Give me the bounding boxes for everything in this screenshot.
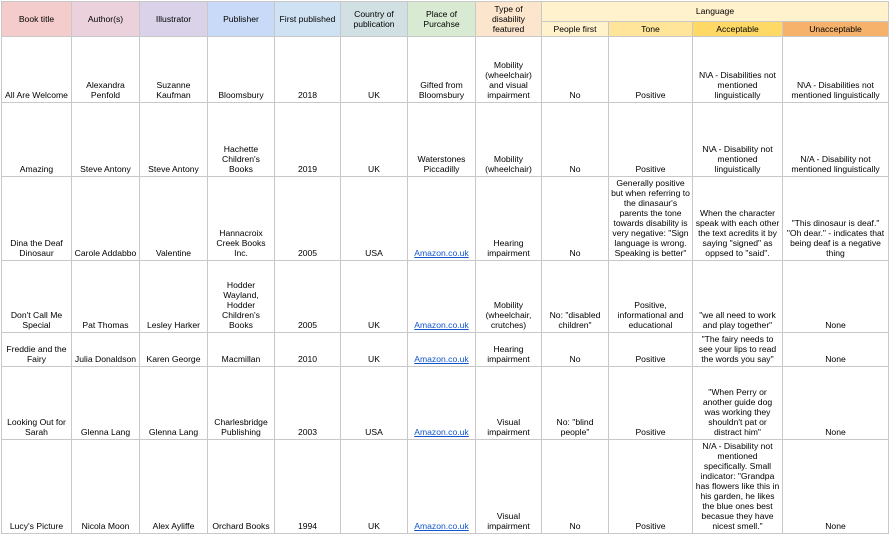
cell-author: Nicola Moon (72, 440, 140, 534)
cell-acceptable: "When Perry or another guide dog was working they shouldn't pat or distract him" (693, 367, 783, 440)
purchase-link[interactable]: Amazon.co.uk (414, 320, 469, 330)
cell-first-published: 1994 (275, 440, 341, 534)
cell-illustrator: Suzanne Kaufman (140, 37, 208, 103)
cell-publisher: Hannacroix Creek Books Inc. (208, 177, 275, 261)
cell-people-first: No (542, 103, 609, 177)
header-first-published: First published (275, 2, 341, 37)
table-row (2, 103, 889, 177)
cell-unacceptable: N/A - Disability not mentioned linguistically (783, 103, 889, 177)
table-row (2, 37, 889, 103)
table-row (2, 367, 889, 440)
table-row (2, 261, 889, 333)
cell-place-of-purchase (408, 367, 476, 440)
cell-publisher: Hachette Children's Books (208, 103, 275, 177)
cell-country: USA (341, 367, 408, 440)
cell-illustrator: Alex Ayliffe (140, 440, 208, 534)
cell-first-published: 2005 (275, 261, 341, 333)
cell-people-first: No: "disabled children" (542, 261, 609, 333)
header-tone: Tone (609, 22, 693, 37)
cell-book-title: Lucy's Picture (2, 440, 72, 534)
cell-illustrator: Karen George (140, 333, 208, 367)
cell-people-first: No (542, 177, 609, 261)
cell-book-title: Freddie and the Fairy (2, 333, 72, 367)
cell-country: UK (341, 37, 408, 103)
cell-unacceptable: N\A - Disabilities not mentioned linguistically (783, 37, 889, 103)
header-language: Language (542, 2, 889, 22)
cell-disability-type: Hearing impairment (476, 177, 542, 261)
cell-acceptable: "we all need to work and play together" (693, 261, 783, 333)
table-row (2, 440, 889, 534)
cell-author: Julia Donaldson (72, 333, 140, 367)
header-country: Country of publication (341, 2, 408, 37)
cell-place-of-purchase: Gifted from Bloomsbury (408, 37, 476, 103)
cell-unacceptable: "This dinosaur is deaf." "Oh dear." - indicates that being deaf is a negative thing (783, 177, 889, 261)
cell-first-published: 2019 (275, 103, 341, 177)
cell-unacceptable: None (783, 367, 889, 440)
cell-author: Glenna Lang (72, 367, 140, 440)
cell-acceptable: "The fairy needs to see your lips to read the words you say" (693, 333, 783, 367)
cell-book-title: Dina the Deaf Dinosaur (2, 177, 72, 261)
cell-author: Alexandra Penfold (72, 37, 140, 103)
purchase-link[interactable]: Amazon.co.uk (414, 521, 469, 531)
cell-book-title: Looking Out for Sarah (2, 367, 72, 440)
cell-people-first: No (542, 333, 609, 367)
header-disability-type: Type of disability featured (476, 2, 542, 37)
cell-illustrator: Valentine (140, 177, 208, 261)
cell-tone: Positive (609, 37, 693, 103)
purchase-link[interactable]: Amazon.co.uk (414, 354, 469, 364)
cell-book-title: Don't Call Me Special (2, 261, 72, 333)
cell-first-published: 2003 (275, 367, 341, 440)
header-people-first: People first (542, 22, 609, 37)
cell-disability-type: Mobility (wheelchair) (476, 103, 542, 177)
cell-first-published: 2018 (275, 37, 341, 103)
cell-place-of-purchase (408, 177, 476, 261)
cell-illustrator: Steve Antony (140, 103, 208, 177)
cell-disability-type: Hearing impairment (476, 333, 542, 367)
cell-disability-type: Mobility (wheelchair, crutches) (476, 261, 542, 333)
cell-illustrator: Lesley Harker (140, 261, 208, 333)
header-authors: Author(s) (72, 2, 140, 37)
cell-book-title: Amazing (2, 103, 72, 177)
cell-acceptable: N/A - Disability not mentioned specifically. Small indicator: "Grandpa has flowers like this in his garden, he likes the blue ones best becasue they have nicest smell." (693, 440, 783, 534)
cell-author: Pat Thomas (72, 261, 140, 333)
cell-people-first: No (542, 37, 609, 103)
cell-country: UK (341, 440, 408, 534)
cell-publisher: Macmillan (208, 333, 275, 367)
cell-publisher: Charlesbridge Publishing (208, 367, 275, 440)
cell-country: USA (341, 177, 408, 261)
cell-disability-type: Visual impairment (476, 367, 542, 440)
cell-first-published: 2010 (275, 333, 341, 367)
cell-country: UK (341, 103, 408, 177)
purchase-link[interactable]: Amazon.co.uk (414, 427, 469, 437)
cell-place-of-purchase: Waterstones Piccadilly (408, 103, 476, 177)
header-unacceptable: Unacceptable (783, 22, 889, 37)
cell-unacceptable: None (783, 333, 889, 367)
cell-tone: Positive (609, 333, 693, 367)
cell-acceptable: When the character speak with each other the text acredits it by saying "signed" as oppsed to "said". (693, 177, 783, 261)
books-table (1, 1, 889, 534)
cell-book-title: All Are Welcome (2, 37, 72, 103)
cell-acceptable: N\A - Disability not mentioned linguistically (693, 103, 783, 177)
header-book-title: Book title (2, 2, 72, 37)
table-row (2, 177, 889, 261)
cell-unacceptable: None (783, 261, 889, 333)
cell-author: Steve Antony (72, 103, 140, 177)
cell-country: UK (341, 261, 408, 333)
cell-place-of-purchase (408, 261, 476, 333)
cell-illustrator: Glenna Lang (140, 367, 208, 440)
header-illustrator: Illustrator (140, 2, 208, 37)
cell-disability-type: Mobility (wheelchair) and visual impairment (476, 37, 542, 103)
header-publisher: Publisher (208, 2, 275, 37)
cell-acceptable: N\A - Disabilities not mentioned linguistically (693, 37, 783, 103)
cell-tone: Positive (609, 103, 693, 177)
purchase-link[interactable]: Amazon.co.uk (414, 248, 469, 258)
cell-people-first: No: "blind people" (542, 367, 609, 440)
cell-tone: Generally positive but when referring to the dinasaur's parents the tone towards disability is very negative: "Sign language is wrong. Speaking is better" (609, 177, 693, 261)
cell-publisher: Bloomsbury (208, 37, 275, 103)
cell-unacceptable: None (783, 440, 889, 534)
table-row (2, 333, 889, 367)
header-acceptable: Acceptable (693, 22, 783, 37)
cell-publisher: Orchard Books (208, 440, 275, 534)
cell-publisher: Hodder Wayland, Hodder Children's Books (208, 261, 275, 333)
cell-tone: Positive (609, 367, 693, 440)
cell-people-first: No (542, 440, 609, 534)
cell-author: Carole Addabbo (72, 177, 140, 261)
cell-first-published: 2005 (275, 177, 341, 261)
cell-place-of-purchase (408, 440, 476, 534)
cell-disability-type: Visual impairment (476, 440, 542, 534)
cell-tone: Positive, informational and educational (609, 261, 693, 333)
cell-tone: Positive (609, 440, 693, 534)
cell-place-of-purchase (408, 333, 476, 367)
header-place-of-purchase: Place of Purcahse (408, 2, 476, 37)
cell-country: UK (341, 333, 408, 367)
